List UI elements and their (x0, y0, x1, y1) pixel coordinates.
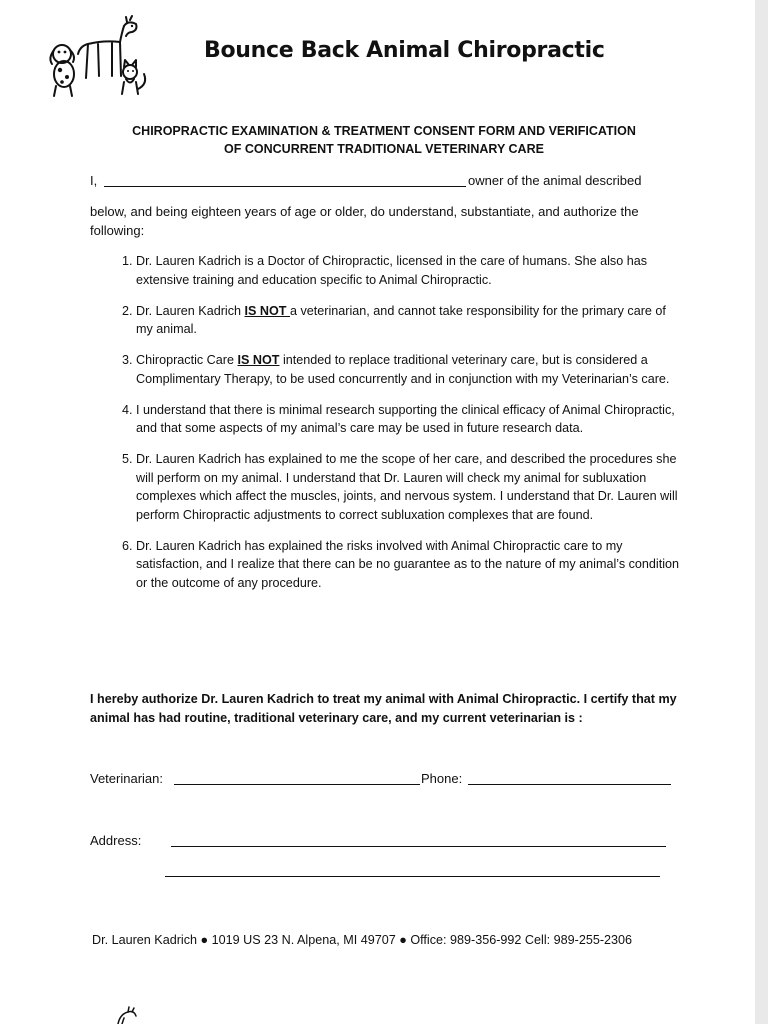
list-item: 6. Dr. Lauren Kadrich has explained the risks involved with Animal Chiropractic care to my satisfaction, and I realize that there can be no guarantee as to the nature of my animal’s condition or the outcome of any procedure. (136, 537, 680, 593)
intro-text: below, and being eighteen years of age or older, do understand, substantiate, and authorize the following: (90, 204, 639, 238)
owner-suffix: owner of the animal described (468, 173, 642, 188)
phone-field[interactable] (468, 784, 671, 785)
cartoon-animals-logo-icon (44, 14, 156, 102)
list-item: 2. Dr. Lauren Kadrich IS NOT a veterinarian, and cannot take responsibility for the primary care of my animal. (136, 302, 680, 339)
phone-label: Phone: (421, 771, 463, 786)
authorization-statement: I hereby authorize Dr. Lauren Kadrich to treat my animal with Animal Chiropractic. I certify that my animal has had routine, traditional veterinary care, and my current veterinarian is : (90, 692, 677, 725)
list-item: 5. Dr. Lauren Kadrich has explained to me the scope of her care, and described the procedures she will perform on my animal. I understand that Dr. Lauren will check my animal for subluxation complexes which affect the muscles, joints, and nervous system. I understand that Dr. Lauren will perform Chiropractic adjustments to correct subluxation complexes that are found. (136, 450, 680, 524)
footer-contact: Dr. Lauren Kadrich ● 1019 US 23 N. Alpena, MI 49707 ● Office: 989-356-992 Cell: 989-255-2306 (92, 933, 633, 947)
emphasis-text: IS NOT (244, 303, 290, 318)
veterinarian-field[interactable] (174, 784, 420, 785)
list-item: 4. I understand that there is minimal research supporting the clinical efficacy of Animal Chiropractic, and that some aspects of my animal’s care may be used in future research data. (136, 401, 680, 438)
owner-name-field[interactable] (104, 186, 466, 187)
address-label: Address: (90, 833, 142, 848)
brand-title: Bounce Back Animal Chiropractic (204, 38, 605, 63)
address-field-line-1[interactable] (171, 846, 666, 847)
consent-items-list (90, 252, 680, 605)
emphasis-text: IS NOT (237, 353, 280, 367)
form-title-line-1: CHIROPRACTIC EXAMINATION & TREATMENT CONSENT FORM AND VERIFICATION (132, 124, 636, 138)
cartoon-animal-icon (112, 1006, 142, 1024)
list-item: 1. Dr. Lauren Kadrich is a Doctor of Chiropractic, licensed in the care of humans. She also has extensive training and education specific to Animal Chiropractic. (136, 252, 680, 289)
list-item: 3. Chiropractic Care IS NOT intended to replace traditional veterinary care, but is considered a Complimentary Therapy, to be used concurrently and in conjunction with my Veterinarian’s care. (136, 351, 680, 388)
address-field-line-2[interactable] (165, 876, 660, 877)
viewer-margin (755, 0, 768, 1024)
form-title-line-2: OF CONCURRENT TRADITIONAL VETERINARY CARE (224, 142, 544, 156)
owner-prefix: I, (90, 173, 98, 188)
veterinarian-label: Veterinarian: (90, 771, 163, 786)
